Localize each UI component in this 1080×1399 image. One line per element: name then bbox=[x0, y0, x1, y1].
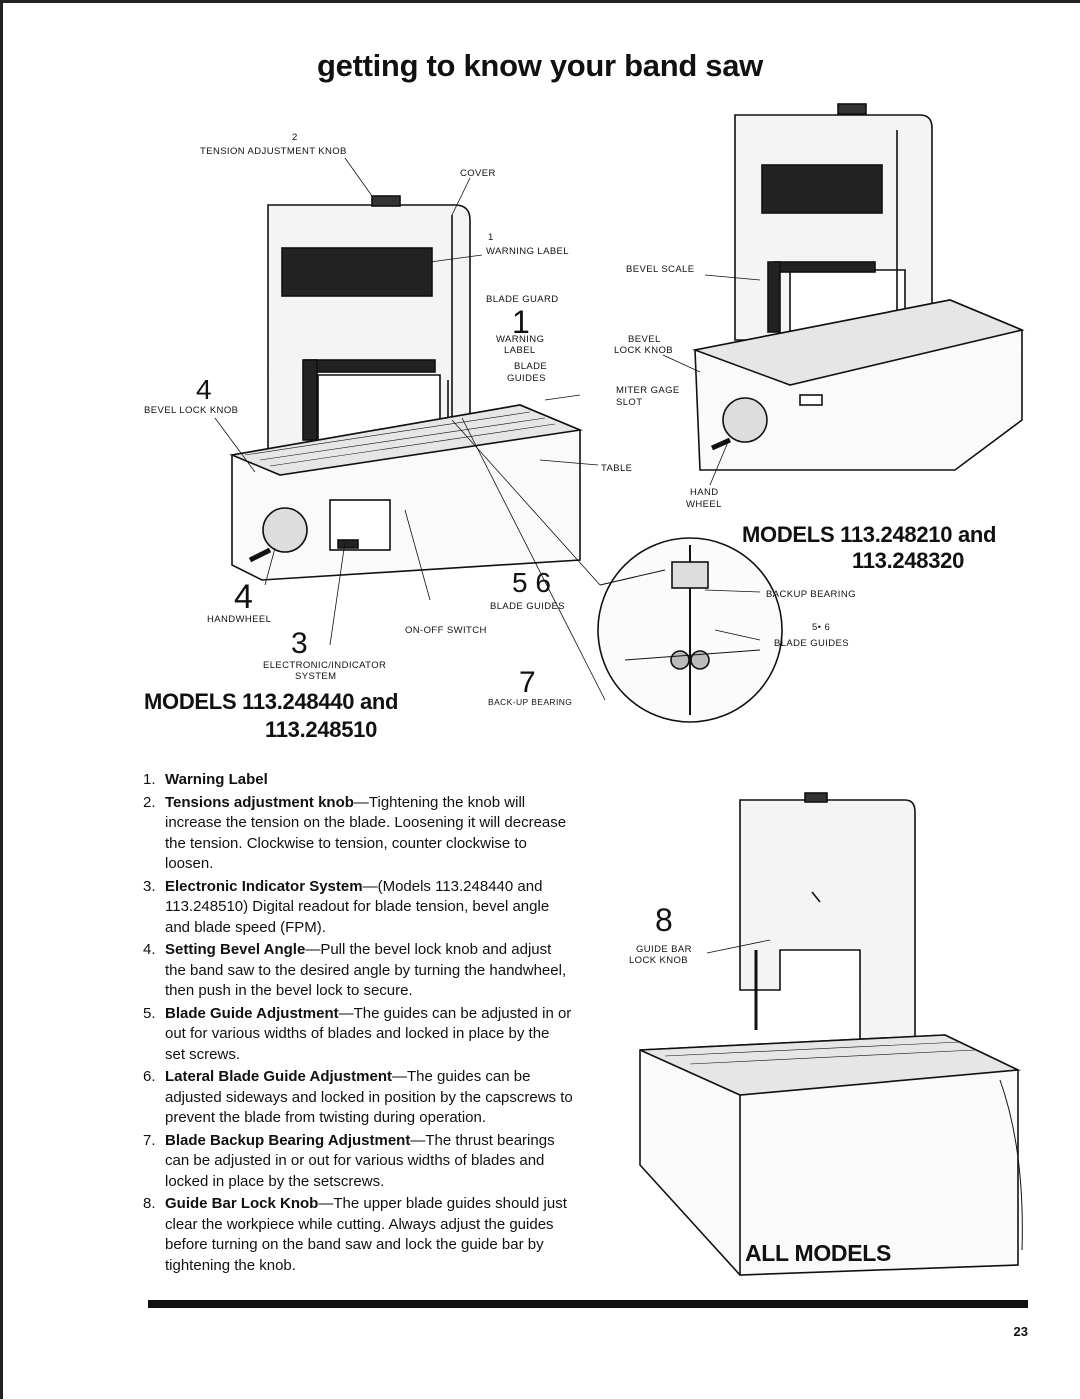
table-label: TABLE bbox=[601, 463, 633, 474]
tension-callout-number: 2 bbox=[292, 132, 298, 143]
backup-bearing-right-label: BACKUP BEARING bbox=[766, 589, 856, 600]
miter-gage-slot-line-1: MITER GAGE bbox=[616, 385, 680, 396]
callout-8: 8 bbox=[655, 902, 673, 938]
callout-1: 1 bbox=[512, 304, 530, 340]
electronic-indicator-label-line-1: ELECTRONIC/INDICATOR bbox=[263, 660, 387, 671]
callout-5-6: 5 6 bbox=[512, 567, 551, 598]
models-right-line-2: 113.248320 bbox=[852, 548, 965, 573]
guide-bar-lock-knob-line-1: GUIDE BAR bbox=[636, 944, 692, 955]
list-item: 5. Blade Guide Adjustment—The guides can be adjusted in or out for various widths of blades and locked in place by the set screws. bbox=[143, 1004, 572, 1063]
blade-guides-label: BLADE GUIDES bbox=[490, 601, 566, 612]
hand-wheel-label-line-1: HAND bbox=[690, 487, 719, 498]
list-item: 3. Electronic Indicator System—(Models 113.248440 and 113.248510) Digital readout for blade tension, bevel angle and blade speed (FPM). bbox=[143, 877, 550, 936]
cover-label: COVER bbox=[460, 168, 496, 179]
tension-adjustment-knob-label: TENSION ADJUSTMENT KNOB bbox=[200, 146, 347, 157]
list-item: 4. Setting Bevel Angle—Pull the bevel lock knob and adjust the band saw to the desired angle by turning the handwheel, then push in the bevel lock to secure. bbox=[143, 941, 567, 999]
list-item: 7. Blade Backup Bearing Adjustment—The thrust bearings can be adjusted in or out for various widths of blades and locked in place by the setscrews. bbox=[143, 1131, 555, 1190]
page-number: 23 bbox=[1013, 1324, 1028, 1339]
list-item: 6. Lateral Blade Guide Adjustment—The guides can be adjusted sideways and locked in position by the capscrews to prevent the blade from twisting during operation. bbox=[143, 1068, 573, 1126]
bottom-band-saw-drawing bbox=[640, 793, 1022, 1275]
blade-guides-label-line-1: BLADE bbox=[514, 361, 548, 372]
warning-callout-number: 1 bbox=[488, 232, 494, 243]
feature-list bbox=[143, 770, 573, 1278]
blade-guard-label: BLADE GUARD bbox=[486, 294, 559, 305]
bevel-lock-knob-right-line-1: BEVEL bbox=[628, 334, 661, 345]
list-item: 2. Tensions adjustment knob—Tightening the knob will increase the tension on the blade. Loosening it will decrease the tension. Clockwise to tension, counter clockwise to loosen. bbox=[143, 793, 567, 872]
blade-guides-label-line-2: GUIDES bbox=[507, 373, 546, 384]
bevel-scale-label: BEVEL SCALE bbox=[626, 264, 695, 275]
list-item: 1. Warning Label bbox=[143, 771, 268, 788]
hand-wheel-label-line-2: WHEEL bbox=[686, 499, 722, 510]
list-item: 8. Guide Bar Lock Knob—The upper blade guides should just clear the workpiece while cutting. Always adjust the guides before turning on the band saw and lock the guide bar by tightening the knob. bbox=[143, 1195, 567, 1274]
footer-rule bbox=[148, 1300, 1028, 1308]
bevel-lock-knob-label: BEVEL LOCK KNOB bbox=[144, 405, 239, 416]
blade-guides-right-number: 5• 6 bbox=[812, 622, 831, 633]
page-title: getting to know your band saw bbox=[317, 48, 763, 83]
warning-label-2-line-2: LABEL bbox=[504, 345, 536, 356]
electronic-indicator-label-line-2: SYSTEM bbox=[295, 671, 337, 682]
bevel-lock-knob-right-line-2: LOCK KNOB bbox=[614, 345, 674, 356]
miter-gage-slot-line-2: SLOT bbox=[616, 397, 643, 408]
electronic-callout-number: 3 bbox=[291, 627, 308, 660]
all-models-heading: ALL MODELS bbox=[745, 1240, 892, 1266]
warning-label-label: WARNING LABEL bbox=[486, 246, 569, 257]
models-left-line-1: MODELS 113.248440 and bbox=[144, 689, 399, 714]
models-left-line-2: 113.248510 bbox=[265, 717, 378, 742]
back-up-bearing-label: BACK-UP BEARING bbox=[488, 697, 573, 707]
bevel-lock-callout-number: 4 bbox=[196, 374, 212, 405]
warning-label-2-line-1: WARNING bbox=[496, 334, 545, 345]
callout-7: 7 bbox=[519, 666, 536, 699]
models-right-line-1: MODELS 113.248210 and bbox=[742, 522, 997, 547]
blade-guides-right-label: BLADE GUIDES bbox=[774, 638, 850, 649]
right-band-saw-drawing bbox=[695, 104, 1022, 470]
handwheel-label: HANDWHEEL bbox=[207, 614, 272, 625]
on-off-switch-label: ON-OFF SWITCH bbox=[405, 625, 487, 636]
handwheel-callout-number: 4 bbox=[234, 578, 253, 616]
guide-bar-lock-knob-line-2: LOCK KNOB bbox=[629, 955, 689, 966]
